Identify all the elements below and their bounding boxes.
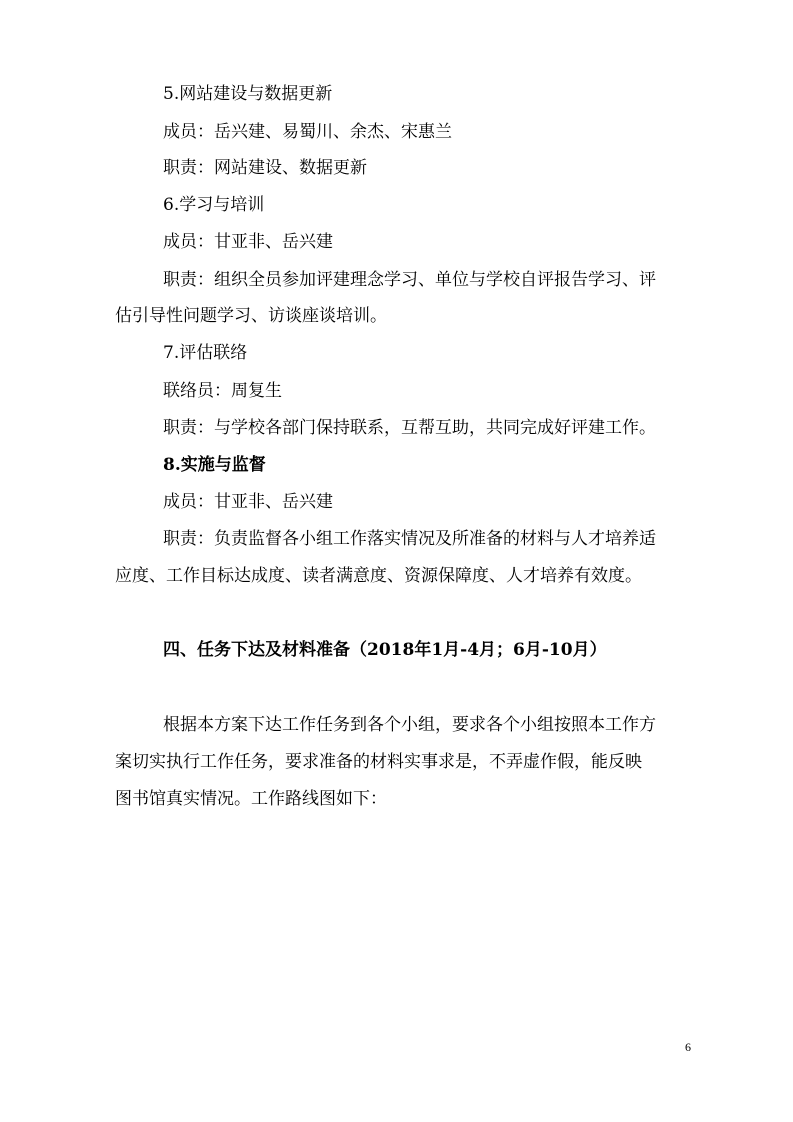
chapter-4-paragraph-line1: 根据本方案下达工作任务到各个小组，要求各个小组按照本工作方 — [163, 715, 656, 735]
section-8-duty-line2: 应度、工作目标达成度、读者满意度、资源保障度、人才培养有效度。 — [115, 566, 642, 586]
section-6-members: 成员：甘亚非、岳兴建 — [163, 232, 333, 252]
chapter-4-heading: 四、任务下达及材料准备（2018年1月-4月；6月-10月） — [163, 640, 607, 660]
section-5-duty: 职责：网站建设、数据更新 — [163, 158, 367, 178]
section-8-duty-line1: 职责：负责监督各小组工作落实情况及所准备的材料与人才培养适 — [163, 529, 656, 549]
chapter-4-paragraph-line3: 图书馆真实情况。工作路线图如下： — [115, 789, 387, 809]
chapter-4-paragraph-line2: 案切实执行工作任务，要求准备的材料实事求是，不弄虚作假，能反映 — [115, 752, 642, 772]
section-7-title: 7.评估联络 — [163, 343, 248, 363]
section-6-duty-line2: 估引导性问题学习、访谈座谈培训。 — [115, 306, 387, 326]
section-8-members: 成员：甘亚非、岳兴建 — [163, 492, 333, 512]
section-5-members: 成员：岳兴建、易蜀川、余杰、宋惠兰 — [163, 122, 452, 142]
section-7-members: 联络员：周复生 — [163, 381, 282, 401]
section-8-title: 8.实施与监督 — [163, 455, 266, 475]
section-6-title: 6.学习与培训 — [163, 195, 265, 215]
section-6-duty-line1: 职责：组织全员参加评建理念学习、单位与学校自评报告学习、评 — [163, 270, 656, 290]
section-5-title: 5.网站建设与数据更新 — [163, 84, 333, 104]
page-number: 6 — [685, 1040, 691, 1054]
section-7-duty: 职责：与学校各部门保持联系，互帮互助，共同完成好评建工作。 — [163, 418, 656, 438]
